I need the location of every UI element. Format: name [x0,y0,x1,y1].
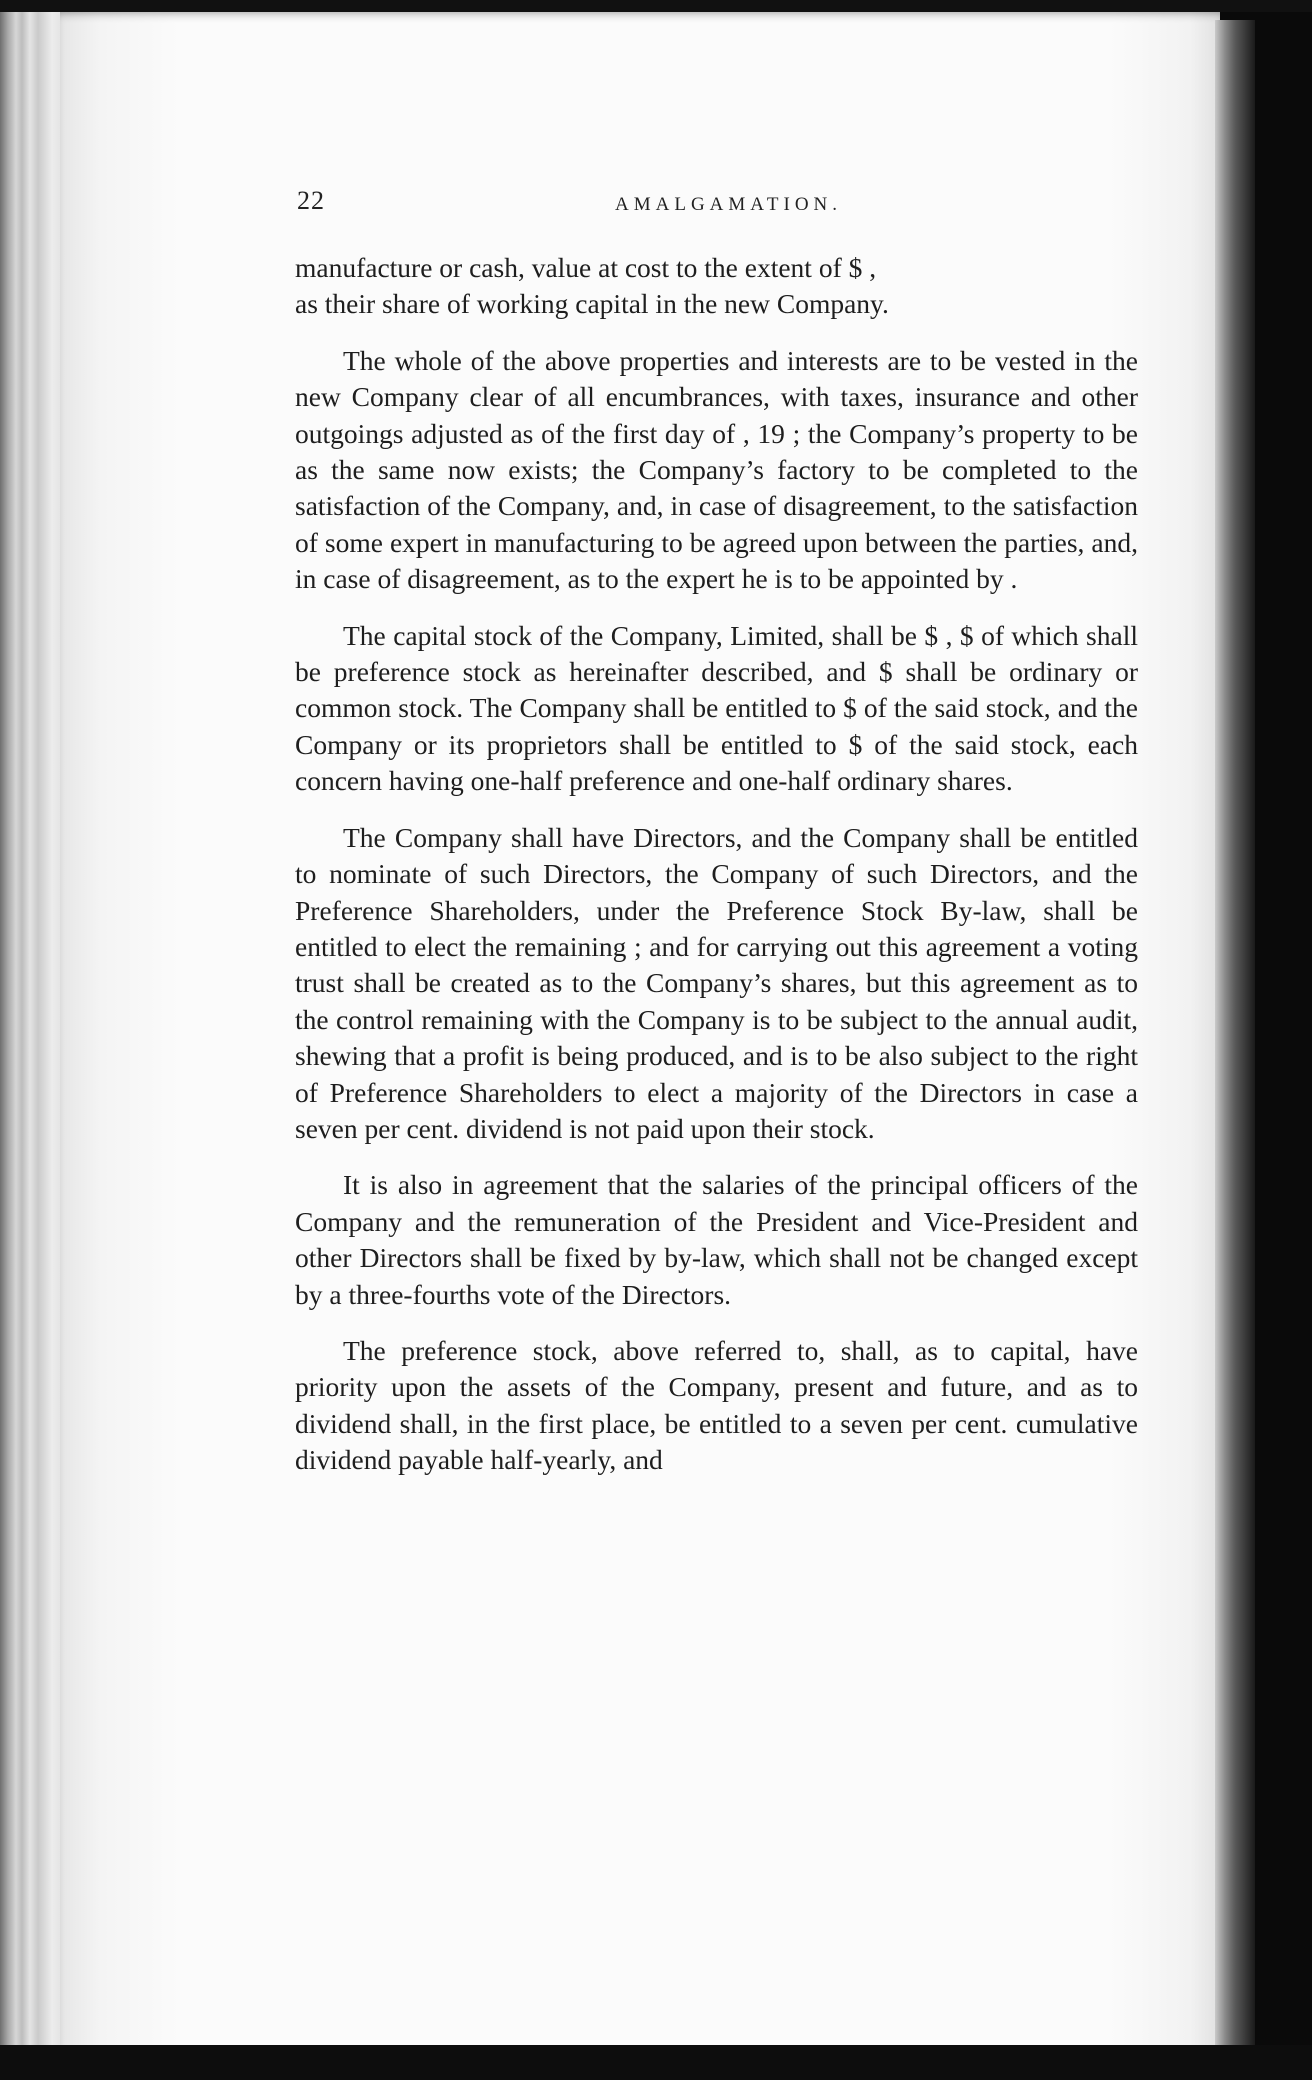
page-body [295,250,1138,1479]
page-header [295,186,1155,226]
running-title: AMALGAMATION. [615,194,843,215]
top-scan-border [0,0,1312,12]
paragraph-4: The Company shall have Directors, and the Company shall be entitled to nominate of such Directors, the Company of such Directors, and the Preference Shareholders, under the Preference Stock By-law, shall be entitled to elect the remaining ; and for carrying out this agreement a voting trust shall be created as to the Company’s shares, but this agreement as to the control remaining with the Company is to be subject to the annual audit, shewing that a profit is being produced, and is to be also subject to the right of Preference Shareholders to elect a majority of the Directors in case a seven per cent. dividend is not paid upon their stock. [295,821,1138,1144]
bottom-scan-border [0,2045,1312,2080]
paragraph-6: The preference stock, above referred to, shall, as to capital, have priority upon the assets of the Company, present and future, and as to dividend shall, in the first place, be entitled to a seven per cent. cumulative dividend payable half-yearly, and [295,1334,1138,1476]
paragraph-3: The capital stock of the Company, Limited, shall be $ , $ of which shall be preference stock as hereinafter described, and $ shall be ordinary or common stock. The Company shall be entitled to $ of the said stock, and the Company or its proprietors shall be entitled to $ of the said stock, each concern having one-half preference and one-half ordinary shares. [295,619,1138,797]
paragraph-1-line-2: as their share of working capital in the new Company. [295,288,889,320]
right-page-edge-shadow [1215,20,1255,2060]
paragraph-2: The whole of the above properties and interests are to be vested in the new Company clear of all encumbrances, with taxes, insurance and other outgoings adjusted as of the first day of , 19 ; the Company’s property to be as the same now exists; the Company’s factory to be completed to the satisfaction of the Company, and, in case of disagreement, to the satisfaction of some expert in manufacturing to be agreed upon between the parties, and, in case of disagreement, as to the expert he is to be appointed by . [295,344,1138,595]
paragraph-1 [295,250,1138,323]
paragraph-1-line-1: manufacture or cash, value at cost to the extent of $ , [295,252,877,283]
page-number: 22 [297,186,325,215]
paragraph-5: It is also in agreement that the salaries of the principal officers of the Company and the remuneration of the President and Vice-President and other Directors shall be fixed by by-law, which shall not be changed except by a three-fourths vote of the Directors. [295,1169,1138,1310]
